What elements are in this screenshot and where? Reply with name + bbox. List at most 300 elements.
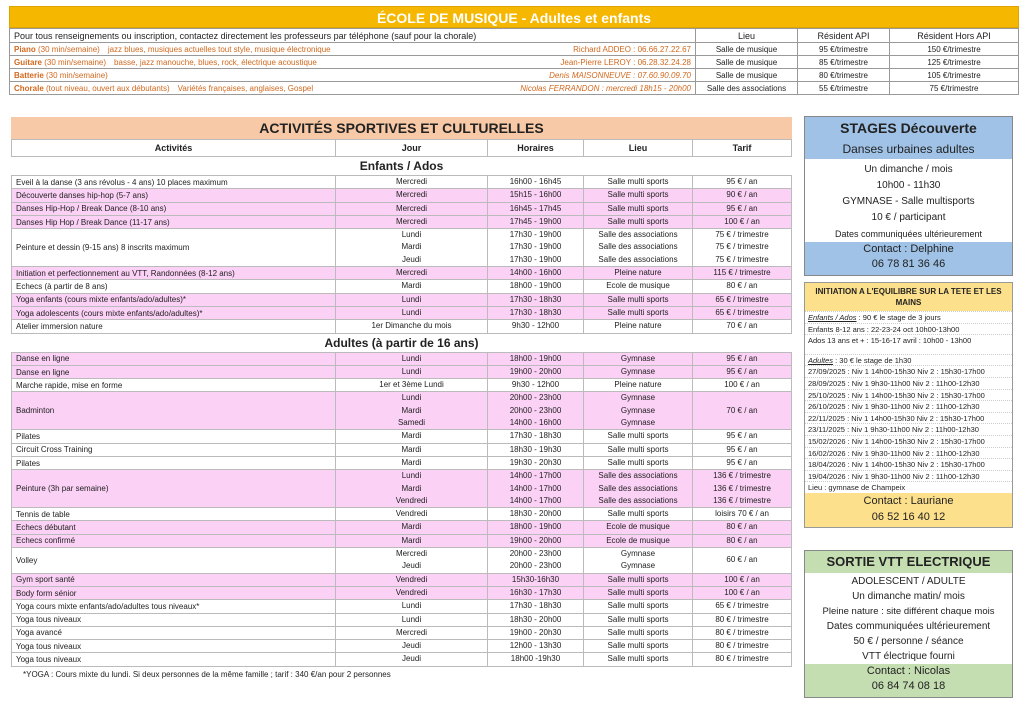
activity-hours: 15h15 - 16h00 bbox=[509, 190, 562, 200]
vtt-title: SORTIE VTT ELECTRIQUE bbox=[805, 551, 1012, 573]
activity-hours: 17h30 - 19h00 bbox=[509, 230, 562, 240]
activity-name: Eveil à la danse (3 ans révolus - 4 ans) 10 places maximum bbox=[12, 176, 336, 189]
activity-row bbox=[12, 613, 792, 626]
activity-row bbox=[12, 534, 792, 547]
activity-hours-cell bbox=[488, 586, 584, 599]
equilibre-date: 22/11/2025 : Niv 1 14h00-15h30 Niv 2 : 15h30-17h00 bbox=[805, 412, 1012, 424]
activity-price-cell bbox=[693, 430, 792, 443]
music-school-section bbox=[9, 6, 1019, 95]
activity-name: Yoga tous niveaux bbox=[12, 640, 336, 653]
activity-hours: 16h45 - 17h45 bbox=[509, 203, 562, 213]
activity-hours: 18h00 - 19h00 bbox=[509, 353, 562, 363]
activity-day-cell bbox=[336, 352, 488, 365]
music-course bbox=[10, 43, 696, 56]
equilibre-date: 28/09/2025 : Niv 1 9h30-11h00 Niv 2 : 11h00-12h30 bbox=[805, 377, 1012, 389]
activity-place-cell bbox=[584, 613, 693, 626]
activity-row bbox=[12, 320, 792, 333]
activity-hours-cell bbox=[488, 320, 584, 333]
activity-price-cell bbox=[693, 600, 792, 613]
activity-day: Lundi bbox=[401, 230, 422, 240]
activity-price-cell bbox=[693, 613, 792, 626]
equilibre-box bbox=[804, 282, 1013, 528]
activity-place-cell bbox=[584, 626, 693, 639]
activity-price: 80 € / trimestre bbox=[715, 654, 769, 664]
activity-price: 80 € / trimestre bbox=[715, 641, 769, 651]
activity-place: Salle multi sports bbox=[607, 654, 669, 664]
activity-place-cell bbox=[584, 586, 693, 599]
vtt-line: Un dimanche matin/ mois bbox=[852, 591, 965, 602]
activity-day: Lundi bbox=[401, 471, 422, 481]
activity-place: Salle multi sports bbox=[607, 307, 669, 317]
music-school-title: ÉCOLE DE MUSIQUE - Adultes et enfants bbox=[9, 6, 1019, 28]
activity-day: Jeudi bbox=[401, 561, 422, 571]
music-row bbox=[10, 69, 1019, 82]
activity-price-cell bbox=[693, 548, 792, 574]
activity-price: 115 € / trimestre bbox=[713, 268, 771, 278]
activity-place-cell bbox=[584, 640, 693, 653]
activity-day-cell bbox=[336, 548, 488, 574]
header-resident-hors-api: Résident Hors API bbox=[890, 29, 1019, 43]
activity-place-cell bbox=[584, 229, 693, 267]
activity-hours: 19h00 - 20h00 bbox=[509, 535, 562, 545]
activity-name: Echecs confirmé bbox=[12, 534, 336, 547]
activity-place: Salle multi sports bbox=[607, 457, 669, 467]
activity-hours: 18h30 - 19h30 bbox=[509, 444, 562, 454]
activity-hours: 20h00 - 23h00 bbox=[509, 405, 562, 415]
stages-line: Un dimanche / mois bbox=[864, 164, 953, 175]
music-contact: Nicolas FERRANDON : mercredi 18h15 - 20h00 bbox=[520, 83, 691, 93]
activity-row bbox=[12, 267, 792, 280]
activity-hours: 17h30 - 18h30 bbox=[509, 431, 562, 441]
activity-price: 60 € / an bbox=[726, 555, 758, 565]
activity-day: Mercredi bbox=[395, 268, 428, 278]
activity-price: 70 € / an bbox=[726, 405, 758, 415]
activity-row bbox=[12, 379, 792, 392]
activity-day: Vendredi bbox=[395, 574, 428, 584]
music-course-wrap bbox=[14, 45, 691, 54]
activity-hours: 14h00 - 17h00 bbox=[509, 495, 562, 505]
activity-place-cell bbox=[584, 653, 693, 666]
activity-hours-cell bbox=[488, 640, 584, 653]
activity-row bbox=[12, 508, 792, 521]
music-course-name: Batterie bbox=[14, 70, 44, 80]
activity-price-cell bbox=[693, 229, 792, 267]
activity-day-cell bbox=[336, 320, 488, 333]
activity-hours: 14h00 - 16h00 bbox=[509, 418, 562, 428]
activity-price: 80 € / an bbox=[726, 522, 758, 532]
activity-name: Marche rapide, mise en forme bbox=[12, 379, 336, 392]
equilibre-date: 25/10/2025 : Niv 1 14h00-15h30 Niv 2 : 15h30-17h00 bbox=[805, 389, 1012, 401]
yoga-footnote: *YOGA : Cours mixte du lundi. Si deux personnes de la même famille ; tarif : 340 €/an pour 2 personnes bbox=[23, 669, 391, 679]
activity-day: Mardi bbox=[401, 522, 422, 532]
activity-place-cell bbox=[584, 521, 693, 534]
activity-row bbox=[12, 293, 792, 306]
activity-hours: 18h00 - 19h00 bbox=[509, 281, 562, 291]
activity-price: 95 € / an bbox=[726, 177, 758, 186]
music-row bbox=[10, 82, 1019, 95]
stages-line: GYMNASE - Salle multisports bbox=[842, 196, 975, 207]
activities-section bbox=[11, 117, 792, 679]
music-course-left bbox=[14, 58, 317, 67]
activity-price: 80 € / an bbox=[726, 281, 758, 291]
header-resident-api: Résident API bbox=[798, 29, 890, 43]
activity-place: Salle multi sports bbox=[607, 177, 669, 186]
activity-name: Yoga cours mixte enfants/ado/adultes tous niveaux* bbox=[12, 600, 336, 613]
activity-hours-cell bbox=[488, 613, 584, 626]
activity-hours-cell bbox=[488, 600, 584, 613]
music-row bbox=[10, 43, 1019, 56]
activity-row bbox=[12, 430, 792, 443]
equilibre-adultes: Adultes : 30 € le stage de 1h30 bbox=[805, 354, 1012, 366]
activity-day: Lundi bbox=[401, 307, 422, 317]
activity-place-cell bbox=[584, 176, 693, 189]
music-course-left bbox=[14, 45, 331, 54]
music-course-styles: jazz blues, musiques actuelles tout style, musique électronique bbox=[107, 44, 331, 54]
activity-hours-cell bbox=[488, 176, 584, 189]
activity-name: Initiation et perfectionnement au VTT, Randonnées (8-12 ans) bbox=[12, 267, 336, 280]
activity-price: 65 € / trimestre bbox=[715, 294, 769, 304]
activity-hours: 18h00 - 19h00 bbox=[509, 522, 562, 532]
activity-hours: 20h00 - 23h00 bbox=[509, 561, 562, 571]
music-row bbox=[10, 56, 1019, 69]
activity-row bbox=[12, 600, 792, 613]
activity-price: 100 € / an bbox=[724, 587, 760, 597]
activity-place: Gymnase bbox=[620, 393, 656, 403]
activity-price-cell bbox=[693, 293, 792, 306]
activity-place: Ecole de musique bbox=[606, 522, 670, 532]
activity-price-cell bbox=[693, 586, 792, 599]
activity-place: Salle des associations bbox=[598, 495, 678, 505]
activity-day-cell bbox=[336, 613, 488, 626]
activity-day-cell bbox=[336, 573, 488, 586]
activity-name: Tennis de table bbox=[12, 508, 336, 521]
activity-name: Danses Hip Hop / Break Dance (11-17 ans) bbox=[12, 215, 336, 228]
activity-place: Pleine nature bbox=[614, 380, 662, 390]
activity-day: Mardi bbox=[401, 242, 422, 252]
activity-hours-cell bbox=[488, 548, 584, 574]
activity-price: 95 € / an bbox=[726, 431, 758, 441]
vtt-line: Dates communiquées ultérieurement bbox=[826, 621, 991, 632]
activity-day-cell bbox=[336, 640, 488, 653]
activity-hours: 18h30 - 20h00 bbox=[509, 509, 562, 519]
activity-price-cell bbox=[693, 392, 792, 430]
activity-row bbox=[12, 229, 792, 267]
activity-day: Lundi bbox=[401, 601, 422, 611]
header-tarif: Tarif bbox=[693, 140, 792, 157]
activity-day: Mardi bbox=[401, 281, 422, 291]
music-course-name: Chorale bbox=[14, 83, 44, 93]
activity-day-cell bbox=[336, 189, 488, 202]
activity-price-cell bbox=[693, 202, 792, 215]
activity-name: Circuit Cross Training bbox=[12, 443, 336, 456]
activity-row bbox=[12, 352, 792, 365]
activity-day-cell bbox=[336, 443, 488, 456]
activity-row bbox=[12, 202, 792, 215]
music-course-left bbox=[14, 84, 313, 93]
activity-hours: 20h00 - 23h00 bbox=[509, 549, 562, 559]
activity-price: 75 € / trimestre bbox=[715, 242, 769, 252]
activity-hours-cell bbox=[488, 470, 584, 508]
activity-place-cell bbox=[584, 280, 693, 293]
activity-price: 136 € / trimestre bbox=[713, 471, 771, 481]
activity-place: Salle multi sports bbox=[607, 601, 669, 611]
activity-place: Gymnase bbox=[620, 549, 656, 559]
activity-place: Salle multi sports bbox=[607, 614, 669, 624]
activity-row bbox=[12, 215, 792, 228]
music-lieu: Salle de musique bbox=[696, 56, 798, 69]
activity-row bbox=[12, 443, 792, 456]
activity-day: Mardi bbox=[401, 431, 422, 441]
activity-place-cell bbox=[584, 320, 693, 333]
music-course-styles: basse, jazz manouche, blues, rock, électrique acoustique bbox=[114, 57, 317, 67]
music-course-duration: (tout niveau, ouvert aux débutants) bbox=[43, 83, 170, 93]
equilibre-date: 16/02/2026 : Niv 1 9h30-11h00 Niv 2 : 11h00-12h30 bbox=[805, 447, 1012, 459]
activity-place-cell bbox=[584, 600, 693, 613]
stages-line: 10h00 - 11h30 bbox=[876, 180, 941, 191]
activity-hours: 14h00 - 17h00 bbox=[509, 471, 562, 481]
music-contact: Richard ADDEO : 06.66.27.22.67 bbox=[573, 44, 691, 54]
activity-price: 95 € / an bbox=[726, 444, 758, 454]
activity-row bbox=[12, 640, 792, 653]
activity-hours-cell bbox=[488, 508, 584, 521]
activity-day-cell bbox=[336, 306, 488, 319]
activity-price-cell bbox=[693, 521, 792, 534]
activity-name: Danse en ligne bbox=[12, 352, 336, 365]
activity-place-cell bbox=[584, 379, 693, 392]
music-price-api: 85 €/trimestre bbox=[798, 56, 890, 69]
activity-place: Salle multi sports bbox=[607, 444, 669, 454]
music-lieu: Salle des associations bbox=[696, 82, 798, 95]
activity-day-cell bbox=[336, 392, 488, 430]
activity-price-cell bbox=[693, 176, 792, 189]
stages-line: 10 € / participant bbox=[871, 212, 946, 223]
activity-row bbox=[12, 573, 792, 586]
activity-price: 80 € / an bbox=[726, 535, 758, 545]
vtt-box bbox=[804, 550, 1013, 698]
activity-day-cell bbox=[336, 534, 488, 547]
activity-day: Mercredi bbox=[395, 216, 428, 226]
activity-day: Samedi bbox=[397, 418, 426, 428]
activity-price-cell bbox=[693, 573, 792, 586]
activity-hours: 18h00 -19h30 bbox=[510, 654, 561, 664]
activity-place-cell bbox=[584, 352, 693, 365]
activities-title: ACTIVITÉS SPORTIVES ET CULTURELLES bbox=[11, 117, 792, 139]
activity-place: Gymnase bbox=[620, 353, 656, 363]
activity-hours-cell bbox=[488, 456, 584, 469]
stages-title: STAGES Découverte bbox=[805, 117, 1012, 139]
activity-day-cell bbox=[336, 470, 488, 508]
activity-day: Lundi bbox=[401, 393, 422, 403]
activity-day-cell bbox=[336, 653, 488, 666]
music-course-duration: (30 min/semaine) bbox=[43, 70, 108, 80]
activity-price: 100 € / an bbox=[724, 380, 760, 390]
activity-hours: 17h30 - 19h00 bbox=[509, 254, 562, 264]
stages-contact: Contact : Delphine bbox=[805, 242, 1012, 257]
activity-hours-cell bbox=[488, 267, 584, 280]
activity-hours-cell bbox=[488, 626, 584, 639]
activity-hours-cell bbox=[488, 430, 584, 443]
activity-day: Mardi bbox=[401, 444, 422, 454]
activity-hours: 18h30 - 20h00 bbox=[509, 614, 562, 624]
activity-name: Yoga enfants (cours mixte enfants/ado/adultes)* bbox=[12, 293, 336, 306]
activity-hours: 19h30 - 20h30 bbox=[509, 457, 562, 467]
music-price-hors-api: 150 €/trimestre bbox=[890, 43, 1019, 56]
activity-hours-cell bbox=[488, 392, 584, 430]
activity-day: 1er et 3ème Lundi bbox=[379, 380, 444, 390]
music-price-hors-api: 125 €/trimestre bbox=[890, 56, 1019, 69]
activity-day-cell bbox=[336, 430, 488, 443]
vtt-phone: 06 84 74 08 18 bbox=[805, 679, 1012, 697]
activity-row bbox=[12, 626, 792, 639]
activity-place: Gymnase bbox=[620, 366, 656, 376]
activity-price-cell bbox=[693, 267, 792, 280]
activity-name: Volley bbox=[12, 548, 336, 574]
activity-hours-cell bbox=[488, 521, 584, 534]
activity-name: Atelier immersion nature bbox=[12, 320, 336, 333]
activity-place-cell bbox=[584, 456, 693, 469]
activity-row bbox=[12, 456, 792, 469]
music-contact: Jean-Pierre LEROY : 06.28.32.24.28 bbox=[560, 57, 691, 67]
equilibre-phone: 06 52 16 40 12 bbox=[805, 509, 1012, 527]
equilibre-date: 26/10/2025 : Niv 1 9h30-11h00 Niv 2 : 11h00-12h30 bbox=[805, 400, 1012, 412]
activity-price: 75 € / trimestre bbox=[715, 254, 769, 264]
activity-day-cell bbox=[336, 508, 488, 521]
activity-place: Gymnase bbox=[620, 405, 656, 415]
music-course bbox=[10, 82, 696, 95]
activity-hours: 17h30 - 18h30 bbox=[509, 307, 562, 317]
equilibre-line: Enfants 8-12 ans : 22-23-24 oct 10h00-13h00 bbox=[805, 323, 1012, 335]
activity-price-cell bbox=[693, 626, 792, 639]
activity-day-cell bbox=[336, 202, 488, 215]
activity-row bbox=[12, 365, 792, 378]
activity-place: Pleine nature bbox=[614, 321, 662, 331]
activity-place: Salle multi sports bbox=[607, 641, 669, 651]
activity-price-cell bbox=[693, 470, 792, 508]
activity-place-cell bbox=[584, 267, 693, 280]
activity-name: Yoga adolescents (cours mixte enfants/ado/adultes)* bbox=[12, 306, 336, 319]
activity-name: Body form sénior bbox=[12, 586, 336, 599]
activity-hours-cell bbox=[488, 573, 584, 586]
activity-price: 80 € / trimestre bbox=[715, 627, 769, 637]
activity-hours: 16h00 - 16h45 bbox=[509, 177, 562, 186]
activity-place: Salle multi sports bbox=[607, 509, 669, 519]
activity-name: Echecs (à partir de 8 ans) bbox=[12, 280, 336, 293]
activity-price: 100 € / an bbox=[724, 216, 760, 226]
activity-day: Lundi bbox=[401, 366, 422, 376]
activity-place: Gymnase bbox=[620, 418, 656, 428]
activity-price-cell bbox=[693, 640, 792, 653]
header-horaires: Horaires bbox=[488, 140, 584, 157]
activity-price: 65 € / trimestre bbox=[715, 601, 769, 611]
section-title: Enfants / Ados bbox=[359, 159, 444, 173]
activity-hours-cell bbox=[488, 379, 584, 392]
activity-day: Mardi bbox=[401, 457, 422, 467]
music-course-left bbox=[14, 71, 116, 80]
activity-day-cell bbox=[336, 456, 488, 469]
activity-row bbox=[12, 392, 792, 430]
header-lieu: Lieu bbox=[584, 140, 693, 157]
music-price-api: 80 €/trimestre bbox=[798, 69, 890, 82]
section-header bbox=[12, 333, 792, 352]
activity-name: Echecs débutant bbox=[12, 521, 336, 534]
activity-price: 95 € / an bbox=[726, 457, 758, 467]
activity-price: 95 € / an bbox=[726, 366, 758, 376]
activity-hours: 17h30 - 19h00 bbox=[509, 242, 562, 252]
activity-day-cell bbox=[336, 600, 488, 613]
equilibre-date: 15/02/2026 : Niv 1 14h00-15h30 Niv 2 : 15h30-17h00 bbox=[805, 435, 1012, 447]
activity-day: Vendredi bbox=[395, 509, 428, 519]
activity-price-cell bbox=[693, 443, 792, 456]
activity-place-cell bbox=[584, 430, 693, 443]
music-price-api: 55 €/trimestre bbox=[798, 82, 890, 95]
activity-place: Gymnase bbox=[620, 561, 656, 571]
activity-price-cell bbox=[693, 320, 792, 333]
activity-place: Salle multi sports bbox=[607, 216, 669, 226]
activity-place: Salle multi sports bbox=[607, 587, 669, 597]
activity-day: Lundi bbox=[401, 353, 422, 363]
stages-phone: 06 78 81 36 46 bbox=[805, 257, 1012, 275]
activity-hours-cell bbox=[488, 306, 584, 319]
activity-place-cell bbox=[584, 508, 693, 521]
activity-day: Lundi bbox=[401, 294, 422, 304]
activity-row bbox=[12, 280, 792, 293]
activity-price: 75 € / trimestre bbox=[715, 230, 769, 240]
activity-row bbox=[12, 306, 792, 319]
activity-place-cell bbox=[584, 548, 693, 574]
stages-box bbox=[804, 116, 1013, 276]
activity-day: Mardi bbox=[401, 483, 422, 493]
activity-price: 136 € / trimestre bbox=[713, 495, 771, 505]
music-course bbox=[10, 69, 696, 82]
activity-name: Peinture et dessin (9-15 ans) 8 inscrits maximum bbox=[12, 229, 336, 267]
activity-day: Mardi bbox=[401, 535, 422, 545]
equilibre-date: 18/04/2026 : Niv 1 14h00-15h30 Niv 2 : 15h30-17h00 bbox=[805, 458, 1012, 470]
music-lieu: Salle de musique bbox=[696, 43, 798, 56]
music-price-api: 95 €/trimestre bbox=[798, 43, 890, 56]
activity-place-cell bbox=[584, 189, 693, 202]
activity-price-cell bbox=[693, 508, 792, 521]
activity-day: Jeudi bbox=[401, 654, 422, 664]
activity-hours: 14h00 - 17h00 bbox=[509, 483, 562, 493]
activity-place: Salle des associations bbox=[598, 242, 678, 252]
music-price-hors-api: 105 €/trimestre bbox=[890, 69, 1019, 82]
activities-table bbox=[11, 139, 792, 667]
activity-place: Salle des associations bbox=[598, 483, 678, 493]
activity-place: Ecole de musique bbox=[606, 535, 670, 545]
equilibre-date: Lieu : gymnase de Champeix bbox=[805, 481, 1012, 493]
activity-hours-cell bbox=[488, 229, 584, 267]
music-course bbox=[10, 56, 696, 69]
activity-day: Lundi bbox=[401, 614, 422, 624]
activity-place-cell bbox=[584, 365, 693, 378]
activity-day: Jeudi bbox=[401, 641, 422, 651]
header-lieu: Lieu bbox=[696, 29, 798, 43]
activity-day: Vendredi bbox=[395, 587, 428, 597]
activity-hours: 16h30 - 17h30 bbox=[509, 587, 562, 597]
activity-price-cell bbox=[693, 365, 792, 378]
activity-name: Peinture (3h par semaine) bbox=[12, 470, 336, 508]
music-intro: Pour tous renseignements ou inscription, contactez directement les professeurs par téléphone (sauf pour la chorale) bbox=[10, 29, 696, 43]
activity-name: Yoga tous niveaux bbox=[12, 653, 336, 666]
activity-place-cell bbox=[584, 293, 693, 306]
activity-hours-cell bbox=[488, 189, 584, 202]
activity-place: Salle des associations bbox=[598, 471, 678, 481]
activity-name: Pilates bbox=[12, 430, 336, 443]
activity-day: 1er Dimanche du mois bbox=[371, 321, 452, 331]
activity-price-cell bbox=[693, 456, 792, 469]
activity-day-cell bbox=[336, 521, 488, 534]
activity-hours: 9h30 - 12h00 bbox=[511, 380, 560, 390]
